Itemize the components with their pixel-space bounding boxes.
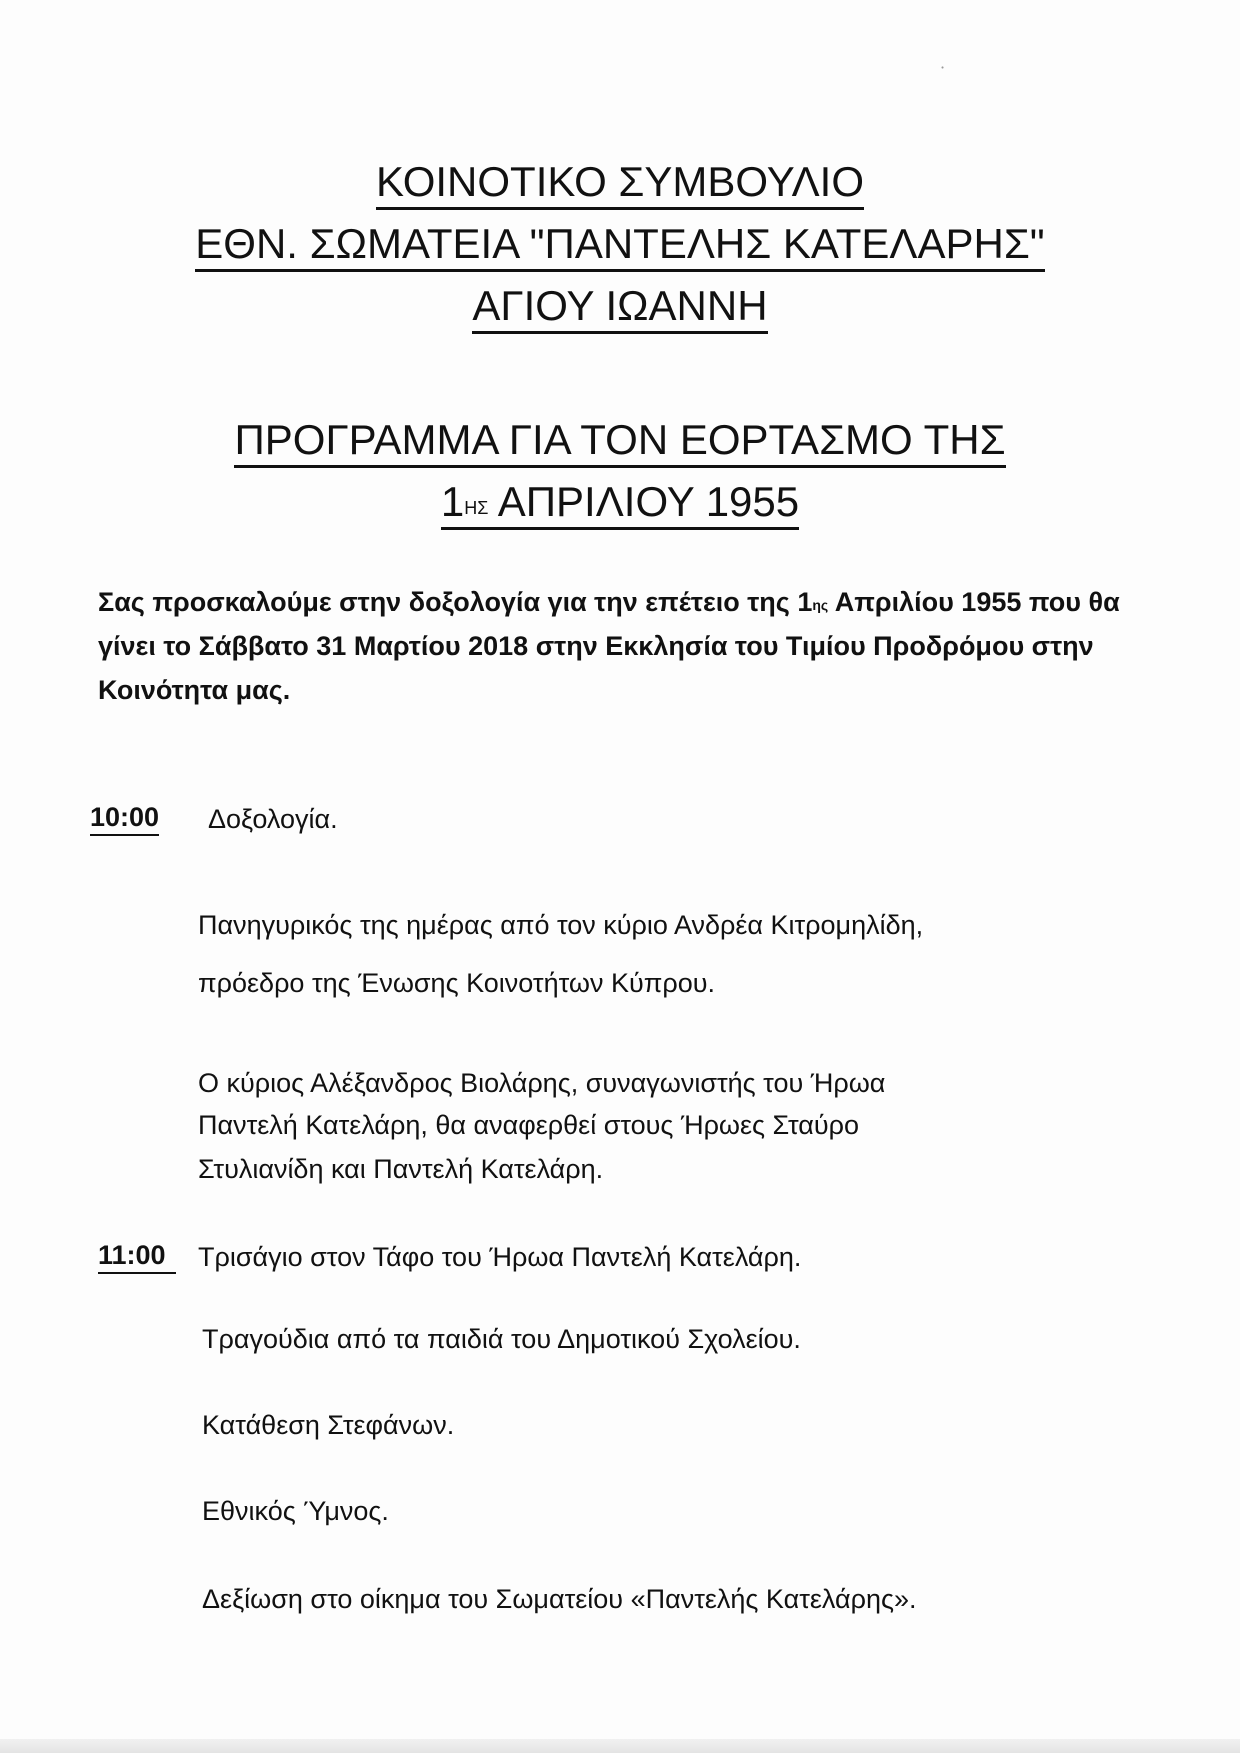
invitation-paragraph: Σας προσκαλούμε στην δοξολογία για την επέτειο της $1^{\eta\varsigma}$ Απριλίου 1955 που θα γίνει το Σάββατο 31 Μαρτίου 2018 στην Εκκλησία του Τιμίου Προδρόμου στην Κοινότητα μας.	[98, 587, 1120, 705]
village-heading: ΑΓΙΟΥ ΙΩΑΝΝΗ	[0, 280, 1240, 332]
scan-speck: ·	[940, 58, 946, 77]
council-heading: ΚΟΙΝΟΤΙΚΟ ΣΥΜΒΟΥΛΙΟ	[0, 156, 1240, 208]
schedule-item: Εθνικός Ύμνος.	[202, 1496, 389, 1526]
schedule-item: Παντελή Κατελάρη, θα αναφερθεί στους Ήρωες Σταύρο	[198, 1110, 859, 1140]
schedule-item: Πανηγυρικός της ημέρας από τον κύριο Ανδρέα Κιτρομηλίδη,	[198, 910, 924, 940]
program-date: $1^{H\Sigma}$ ΑΠΡΙΛΙΟΥ 1955	[0, 476, 1240, 528]
schedule-item: Ο κύριος Αλέξανδρος Βιολάρης, συναγωνιστής του Ήρωα	[198, 1068, 886, 1098]
schedule-time-1100: 11:00	[98, 1240, 176, 1274]
schedule-item: Δοξολογία.	[208, 804, 338, 834]
association-heading: ΕΘΝ. ΣΩΜΑΤΕΙΑ "ΠΑΝΤΕΛΗΣ ΚΑΤΕΛΑΡΗΣ"	[0, 218, 1240, 270]
schedule-time-1000: 10:00	[90, 802, 159, 836]
schedule-item: Κατάθεση Στεφάνων.	[202, 1410, 455, 1440]
schedule-item: Τραγούδια από τα παιδιά του Δημοτικού Σχολείου.	[202, 1324, 801, 1354]
schedule-item: Δεξίωση στο οίκημα του Σωματείου «Παντελής Κατελάρης».	[202, 1584, 917, 1614]
invitation-ordinal-suffix: ης	[812, 597, 829, 613]
program-title: ΠΡΟΓΡΑΜΜΑ ΓΙΑ ΤΟΝ ΕΟΡΤΑΣΜΟ ΤΗΣ	[0, 414, 1240, 466]
schedule-item: Στυλιανίδη και Παντελή Κατελάρη.	[198, 1154, 604, 1184]
ordinal-suffix: ΗΣ	[464, 498, 489, 518]
schedule-item: πρόεδρο της Ένωσης Κοινοτήτων Κύπρου.	[198, 968, 716, 998]
schedule-item: Τρισάγιο στον Τάφο του Ήρωα Παντελή Κατελάρη.	[198, 1242, 802, 1272]
